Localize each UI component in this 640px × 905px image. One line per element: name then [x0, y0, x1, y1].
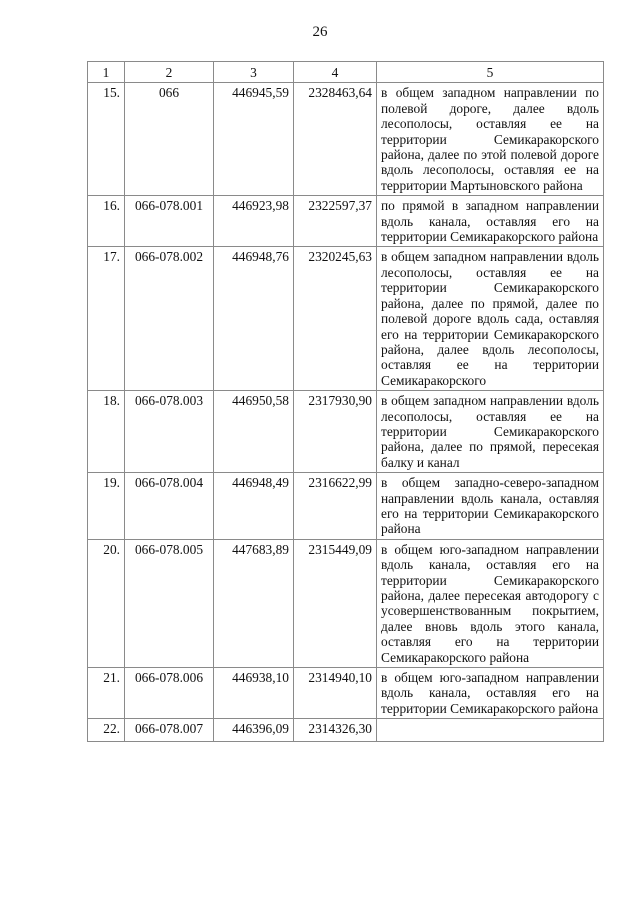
column-header: 2 — [125, 62, 214, 83]
page-number: 26 — [312, 24, 328, 40]
table-row — [88, 83, 604, 196]
column-header: 3 — [214, 62, 294, 83]
column-header: 4 — [294, 62, 377, 83]
boundary-description: в общем западном направлении вдоль лесополосы, оставляя ее на территории Семикаракорского района, далее по прямой, далее по полевой дороге вдоль сада, оставляя его на территории Семикаракорского района, далее вдоль лесополосы, оставляя ее на территории Семикаракорского — [377, 247, 604, 391]
point-id: 066-078.003 — [125, 391, 214, 473]
table-row — [88, 247, 604, 391]
y-coordinate: 2314940,10 — [294, 668, 377, 719]
table-row — [88, 391, 604, 473]
y-coordinate: 2314326,30 — [294, 719, 377, 742]
boundary-description: по прямой в западном направлении вдоль канала, оставляя его на территории Семикаракорского района — [377, 196, 604, 247]
point-id: 066-078.004 — [125, 473, 214, 540]
row-number: 16. — [88, 196, 125, 247]
row-number: 19. — [88, 473, 125, 540]
table-row — [88, 719, 604, 742]
column-header: 1 — [88, 62, 125, 83]
column-header: 5 — [377, 62, 604, 83]
x-coordinate: 446948,49 — [214, 473, 294, 540]
boundary-description: в общем юго-западном направлении вдоль канала, оставляя его на территории Семикаракорского района, далее пересекая автодорогу с усовершенствованным покрытием, далее вновь вдоль этого канала, оставляя его на территории Семикаракорского района — [377, 539, 604, 667]
x-coordinate: 446948,76 — [214, 247, 294, 391]
row-number: 17. — [88, 247, 125, 391]
boundary-description: в общем западном направлении вдоль лесополосы, оставляя ее на территории Семикаракорского района, далее по прямой, пересекая балку и канал — [377, 391, 604, 473]
row-number: 21. — [88, 668, 125, 719]
point-id: 066-078.005 — [125, 539, 214, 667]
point-id: 066 — [125, 83, 214, 196]
point-id: 066-078.002 — [125, 247, 214, 391]
boundary-description — [377, 719, 604, 742]
table-row — [88, 473, 604, 540]
table-row — [88, 539, 604, 667]
boundary-description: в общем юго-западном направлении вдоль канала, оставляя его на территории Семикаракорского района — [377, 668, 604, 719]
row-number: 18. — [88, 391, 125, 473]
table-row — [88, 668, 604, 719]
x-coordinate: 446938,10 — [214, 668, 294, 719]
boundary-description: в общем западно-северо-западном направлении вдоль канала, оставляя его на территории Семикаракорского района — [377, 473, 604, 540]
y-coordinate: 2317930,90 — [294, 391, 377, 473]
x-coordinate: 447683,89 — [214, 539, 294, 667]
x-coordinate: 446923,98 — [214, 196, 294, 247]
boundary-description: в общем западном направлении по полевой дороге, далее вдоль лесополосы, оставляя ее на территории Семикаракорского района, далее по этой полевой дороге вдоль лесополосы, оставляя ее на территории Мартыновского района — [377, 83, 604, 196]
x-coordinate: 446396,09 — [214, 719, 294, 742]
row-number: 15. — [88, 83, 125, 196]
y-coordinate: 2322597,37 — [294, 196, 377, 247]
y-coordinate: 2328463,64 — [294, 83, 377, 196]
point-id: 066-078.006 — [125, 668, 214, 719]
boundary-table — [87, 61, 604, 742]
y-coordinate: 2316622,99 — [294, 473, 377, 540]
x-coordinate: 446950,58 — [214, 391, 294, 473]
row-number: 20. — [88, 539, 125, 667]
row-number: 22. — [88, 719, 125, 742]
point-id: 066-078.001 — [125, 196, 214, 247]
y-coordinate: 2315449,09 — [294, 539, 377, 667]
table-row — [88, 196, 604, 247]
point-id: 066-078.007 — [125, 719, 214, 742]
table-header-row — [88, 62, 604, 83]
x-coordinate: 446945,59 — [214, 83, 294, 196]
y-coordinate: 2320245,63 — [294, 247, 377, 391]
